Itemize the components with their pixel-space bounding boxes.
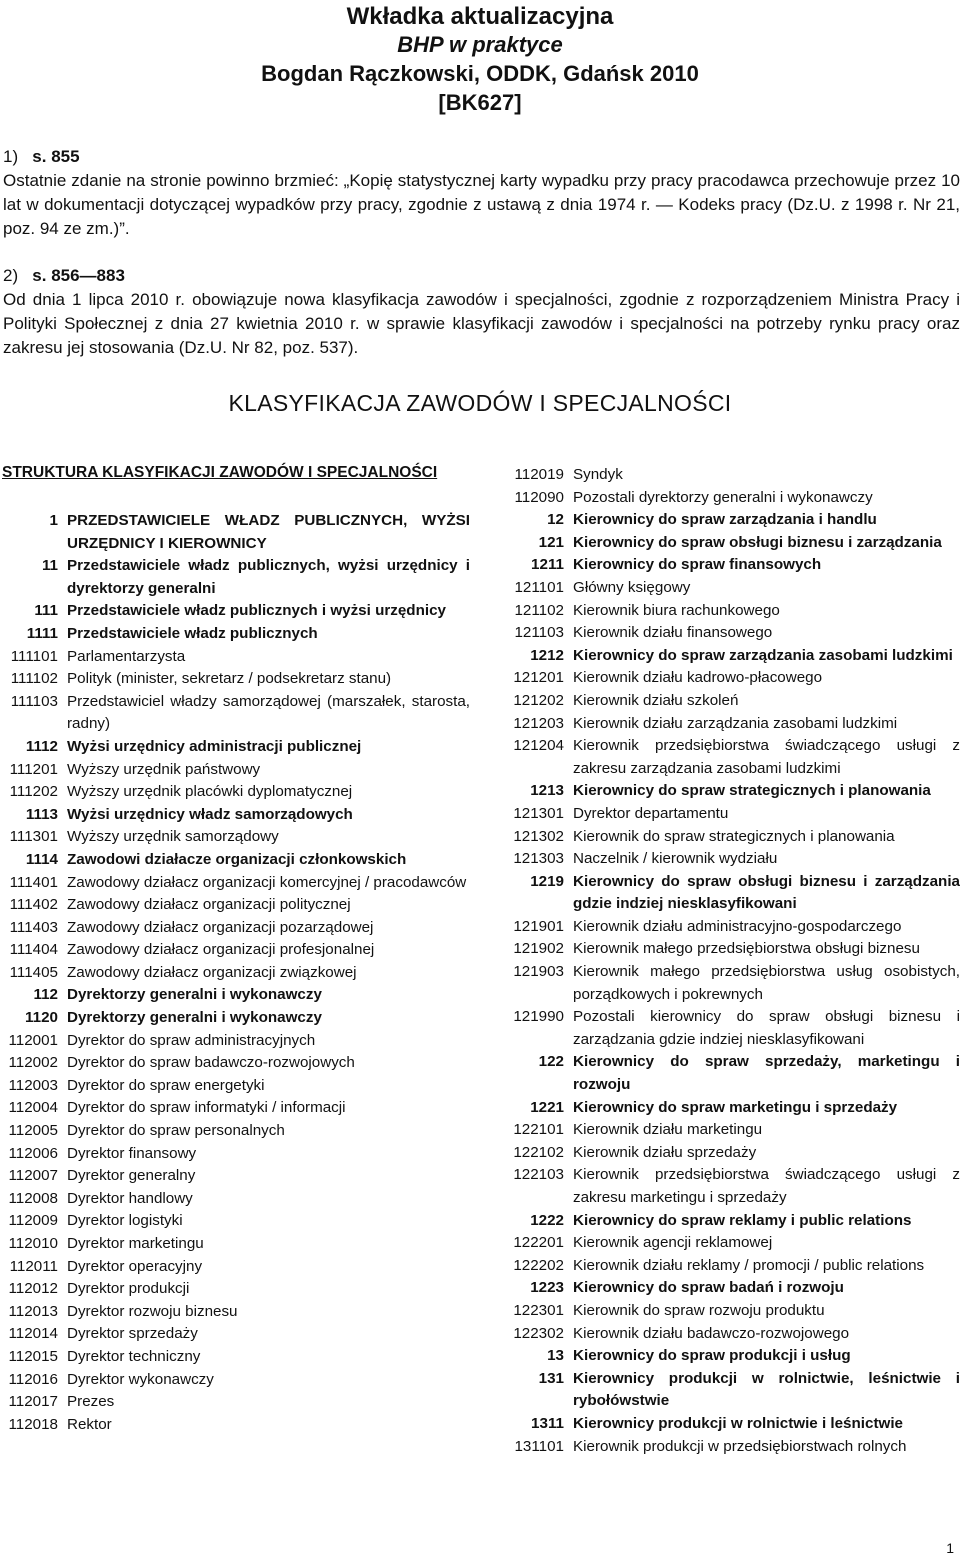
occupation-name: Kierownik działu sprzedaży: [573, 1143, 757, 1161]
list-item: [0, 691, 470, 736]
list-item: [505, 871, 960, 916]
occupation-name: Kierownik biura rachunkowego: [573, 601, 780, 619]
list-item: [0, 984, 470, 1007]
occupation-code: 121103: [514, 624, 564, 642]
occupation-code: 122: [538, 1053, 564, 1071]
occupation-code: 131: [538, 1369, 564, 1387]
occupation-name: Pozostali kierownicy do spraw obsługi biznesu i zarządzania gdzie indziej niesklasyfikowani: [573, 1008, 960, 1048]
occupation-code: 122202: [513, 1256, 564, 1274]
list-item: [0, 510, 470, 555]
list-item: [0, 1030, 470, 1053]
occupation-code: 112014: [8, 1325, 58, 1343]
occupation-code: 111201: [9, 760, 58, 778]
occupation-name: Kierownicy do spraw marketingu i sprzedaży: [573, 1098, 898, 1116]
occupation-name: Przedstawiciel władzy samorządowej (marszałek, starosta, radny): [67, 692, 470, 733]
list-item: [505, 1164, 960, 1209]
structure-heading: STRUKTURA KLASYFIKACJI ZAWODÓW I SPECJALNOŚCI: [2, 464, 438, 481]
occupation-code: 121101: [514, 578, 564, 596]
occupation-code: 112005: [8, 1122, 58, 1140]
occupation-code: 121903: [513, 963, 564, 981]
left-occupation-list: [0, 510, 470, 1436]
occupation-code: 1222: [530, 1211, 564, 1229]
occupation-code: 121202: [513, 691, 564, 709]
list-item: [505, 1119, 960, 1142]
list-item: [505, 1368, 960, 1413]
occupation-name: Kierownik działu marketingu: [573, 1121, 763, 1139]
occupation-name: Kierownik do spraw strategicznych i planowania: [573, 827, 895, 845]
occupation-code: 111301: [9, 828, 58, 846]
list-item: [505, 487, 960, 510]
list-item: [0, 781, 470, 804]
occupation-code: 1120: [25, 1009, 58, 1027]
list-item: [0, 1278, 470, 1301]
occupation-code: 112006: [8, 1144, 58, 1162]
occupation-name: Kierownik działu reklamy / promocji / public relations: [573, 1256, 925, 1274]
occupation-code: 121303: [513, 850, 564, 868]
occupation-code: 11: [41, 557, 58, 575]
occupation-code: 122201: [513, 1234, 564, 1252]
occupation-name: Dyrektor finansowy: [67, 1144, 197, 1162]
item-2: [3, 264, 960, 360]
occupation-name: Kierownik produkcji w przedsiębiorstwach rolnych: [573, 1437, 907, 1455]
occupation-name: Zawodowy działacz organizacji komercyjnej / pracodawców: [67, 873, 467, 891]
occupation-name: Dyrektor generalny: [67, 1167, 196, 1185]
occupation-name: Naczelnik / kierownik wydziału: [573, 850, 778, 868]
list-item: [0, 826, 470, 849]
occupation-name: Kierownicy do spraw zarządzania zasobami ludzkimi: [573, 646, 953, 664]
page-number: 1: [946, 1540, 954, 1556]
occupation-name: Kierownik małego przedsiębiorstwa usług osobistych, porządkowych i pokrewnych: [573, 963, 960, 1003]
list-item: [505, 667, 960, 690]
occupation-code: 121901: [513, 917, 564, 935]
occupation-code: 122302: [513, 1324, 564, 1342]
list-item: [505, 1051, 960, 1096]
occupation-name: Dyrektor rozwoju biznesu: [67, 1302, 238, 1320]
list-item: [505, 848, 960, 871]
list-item: [0, 1165, 470, 1188]
list-item: [0, 1256, 470, 1279]
list-item: [0, 1301, 470, 1324]
occupation-code: 1113: [25, 805, 58, 823]
list-item: [505, 622, 960, 645]
occupation-name: Kierownicy produkcji w rolnictwie i leśnictwie: [573, 1414, 903, 1432]
occupation-name: Kierownicy do spraw zarządzania i handlu: [573, 511, 877, 529]
occupation-code: 121301: [513, 804, 564, 822]
list-item: [0, 1097, 470, 1120]
list-item: [0, 849, 470, 872]
occupation-code: 121201: [513, 669, 564, 687]
list-item: [505, 713, 960, 736]
occupation-code: 112011: [9, 1257, 58, 1275]
occupation-name: Polityk (minister, sekretarz / podsekretarz stanu): [67, 670, 392, 688]
occupation-code: 111103: [10, 692, 58, 710]
occupation-name: Kierownicy do spraw reklamy i public relations: [573, 1211, 912, 1229]
list-item: [0, 668, 470, 691]
list-item: [0, 1414, 470, 1437]
occupation-code: 121203: [513, 714, 564, 732]
list-item: [0, 1075, 470, 1098]
occupation-name: Kierownik agencji reklamowej: [573, 1234, 773, 1252]
occupation-name: Dyrektor do spraw badawczo-rozwojowych: [67, 1054, 355, 1072]
occupation-name: Dyrektor do spraw personalnych: [67, 1122, 285, 1140]
occupation-name: Kierownik działu kadrowo-płacowego: [573, 669, 823, 687]
occupation-code: 111101: [10, 647, 58, 665]
occupation-code: 111102: [10, 670, 58, 688]
occupation-name: Pozostali dyrektorzy generalni i wykonawczy: [573, 488, 873, 506]
occupation-code: 1212: [530, 646, 564, 664]
occupation-name: Kierownicy do spraw obsługi biznesu i zarządzania: [573, 533, 942, 551]
occupation-name: Kierownik przedsiębiorstwa świadczącego usługi z zakresu zarządzania zasobami ludzkimi: [573, 737, 960, 777]
occupation-name: Kierownik działu finansowego: [573, 624, 773, 642]
list-item: [505, 1210, 960, 1233]
occupation-code: 1221: [530, 1098, 564, 1116]
occupation-code: 111202: [9, 783, 58, 801]
list-item: [0, 804, 470, 827]
list-item: [505, 1232, 960, 1255]
list-item: [0, 600, 470, 623]
list-item: [505, 1413, 960, 1436]
occupation-name: Dyrektor marketingu: [67, 1235, 204, 1252]
list-item: [0, 1120, 470, 1143]
occupation-name: Wyżsi urzędnicy administracji publicznej: [67, 737, 362, 755]
occupation-name: Przedstawiciele władz publicznych: [67, 624, 318, 642]
list-item: [0, 1210, 470, 1233]
occupation-code: 112008: [8, 1189, 58, 1207]
occupation-name: Kierownik małego przedsiębiorstwa obsługi biznesu: [573, 940, 920, 958]
occupation-code: 112012: [8, 1280, 58, 1298]
occupation-name: Parlamentarzysta: [67, 647, 186, 665]
list-item: [505, 826, 960, 849]
occupation-code: 121: [538, 533, 564, 551]
list-item: [0, 962, 470, 985]
occupation-code: 112: [33, 986, 58, 1004]
list-item: [0, 759, 470, 782]
header-code: [BK627]: [438, 90, 522, 115]
list-item: [0, 555, 470, 600]
list-item: [0, 872, 470, 895]
occupation-code: 111404: [9, 941, 58, 959]
occupation-code: 1112: [25, 737, 58, 755]
header-title: Wkładka aktualizacyjna: [346, 3, 614, 30]
occupation-name: Kierownik działu szkoleń: [573, 691, 739, 709]
list-item: [0, 1188, 470, 1211]
occupation-code: 112018: [8, 1415, 58, 1433]
occupation-code: 122103: [513, 1166, 564, 1184]
list-item: [505, 780, 960, 803]
occupation-code: 12: [547, 511, 564, 529]
occupation-name: Zawodowy działacz organizacji politycznej: [67, 896, 351, 914]
occupation-name: Dyrektor do spraw informatyki / informacji: [67, 1099, 346, 1117]
list-item: [505, 600, 960, 623]
occupation-name: Prezes: [67, 1393, 115, 1411]
list-item: [0, 917, 470, 940]
occupation-name: Kierownicy do spraw strategicznych i planowania: [573, 782, 931, 800]
occupation-name: Wyższy urzędnik samorządowy: [67, 828, 279, 846]
list-item: [505, 1255, 960, 1278]
occupation-code: 1311: [531, 1414, 564, 1432]
occupation-code: 1114: [25, 850, 58, 868]
list-item: [505, 803, 960, 826]
document-header: [0, 0, 960, 117]
item-2-number: 2): [3, 266, 19, 285]
occupation-name: Kierownik działu administracyjno-gospodarczego: [573, 917, 902, 935]
occupation-name: Wyższy urzędnik placówki dyplomatycznej: [67, 783, 353, 801]
occupation-code: 121990: [513, 1008, 564, 1026]
occupation-code: 121102: [514, 601, 564, 619]
occupation-code: 112017: [8, 1393, 58, 1411]
list-item: [505, 577, 960, 600]
list-item: [0, 1323, 470, 1346]
list-item: [0, 1143, 470, 1166]
occupation-name: Główny księgowy: [573, 578, 691, 596]
occupation-name: Zawodowi działacze organizacji członkowskich: [67, 850, 407, 868]
list-item: [0, 736, 470, 759]
occupation-code: 112013: [8, 1302, 58, 1320]
occupation-code: 121302: [513, 827, 564, 845]
list-item: [505, 509, 960, 532]
item-1-number: 1): [3, 147, 19, 166]
occupation-code: 111405: [9, 963, 58, 981]
list-item: [505, 938, 960, 961]
occupation-code: 112015: [8, 1347, 58, 1365]
occupation-name: Kierownicy do spraw sprzedaży, marketingu i rozwoju: [573, 1053, 960, 1094]
section-title: KLASYFIKACJA ZAWODÓW I SPECJALNOŚCI: [228, 390, 732, 416]
list-item: [505, 961, 960, 1006]
occupation-code: 112010: [8, 1235, 58, 1252]
list-item: [505, 554, 960, 577]
occupation-name: Kierownik przedsiębiorstwa świadczącego usługi z zakresu marketingu i sprzedaży: [573, 1166, 960, 1206]
occupation-name: Przedstawiciele władz publicznych, wyżsi urzędnicy i dyrektorzy generalni: [67, 557, 470, 597]
occupation-name: Dyrektor operacyjny: [67, 1257, 203, 1275]
item-1-text: Ostatnie zdanie na stronie powinno brzmieć: „Kopię statystycznej karty wypadku przy pracy pracodawca przechowuje przez 10 lat w dokumentacji dotyczącej wypadków przy pracy, zgodnie z ustawą z dnia 1974 r. — Kodeks pracy (Dz.U. z 1998 r. Nr 21, poz. 94 ze zm.)”.: [3, 171, 960, 238]
item-1-ref: s. 855: [32, 147, 80, 166]
occupation-code: 1111: [26, 624, 58, 642]
item-2-ref: s. 856—883: [32, 266, 125, 285]
occupation-code: 13: [547, 1347, 564, 1365]
list-item: [0, 1391, 470, 1414]
occupation-code: 1219: [530, 872, 564, 890]
list-item: [505, 464, 960, 487]
occupation-name: Dyrektor do spraw energetyki: [67, 1076, 265, 1094]
occupation-name: Kierownik działu zarządzania zasobami ludzkimi: [573, 714, 898, 732]
occupation-name: Dyrektor produkcji: [67, 1280, 190, 1298]
occupation-code: 111402: [9, 896, 58, 914]
item-1: [3, 145, 960, 241]
item-2-text: Od dnia 1 lipca 2010 r. obowiązuje nowa klasyfikacja zawodów i specjalności, zgodnie z rozporządzeniem Ministra Pracy i Polityki Społecznej z dnia 27 kwietnia 2010 r. w sprawie klasyfikacji zawodów i specjalności na potrzeby rynku pracy oraz zakresu jej stosowania (Dz.U. Nr 82, poz. 537).: [3, 290, 960, 357]
occupation-name: Dyrektor logistyki: [67, 1212, 183, 1230]
occupation-name: Kierownik działu badawczo-rozwojowego: [573, 1324, 850, 1342]
occupation-name: Wyższy urzędnik państwowy: [67, 760, 261, 778]
header-author: Bogdan Rączkowski, ODDK, Gdańsk 2010: [261, 61, 699, 86]
occupation-code: 121902: [513, 940, 564, 958]
occupation-code: 131101: [514, 1437, 564, 1455]
occupation-code: 1213: [530, 782, 564, 800]
list-item: [505, 916, 960, 939]
occupation-name: Syndyk: [573, 466, 623, 483]
header-subtitle: BHP w praktyce: [397, 32, 563, 57]
list-item: [505, 1345, 960, 1368]
occupation-code: 1: [49, 512, 58, 529]
occupation-name: Dyrektor departamentu: [573, 804, 729, 822]
occupation-name: Zawodowy działacz organizacji profesjonalnej: [67, 941, 375, 959]
occupation-name: Kierownicy do spraw badań i rozwoju: [573, 1279, 844, 1297]
list-item: [505, 645, 960, 668]
occupation-code: 1223: [530, 1279, 564, 1297]
list-item: [0, 623, 470, 646]
occupation-code: 1211: [531, 556, 564, 574]
occupation-code: 112003: [8, 1076, 58, 1094]
occupation-code: 112007: [8, 1167, 58, 1185]
occupation-code: 112001: [8, 1031, 58, 1049]
right-occupation-list: [505, 464, 960, 1458]
list-item: [505, 1300, 960, 1323]
list-item: [505, 532, 960, 555]
occupation-name: Dyrektor do spraw administracyjnych: [67, 1031, 316, 1049]
list-item: [505, 1323, 960, 1346]
occupation-code: 111: [34, 602, 58, 620]
list-item: [0, 939, 470, 962]
occupation-code: 112002: [8, 1054, 58, 1072]
occupation-name: Kierownicy do spraw produkcji i usług: [573, 1347, 851, 1365]
occupation-code: 122101: [513, 1121, 564, 1139]
occupation-name: Kierownicy do spraw obsługi biznesu i zarządzania gdzie indziej niesklasyfikowani: [573, 872, 960, 913]
occupation-name: Kierownicy produkcji w rolnictwie, leśnictwie i rybołówstwie: [573, 1369, 960, 1410]
list-item: [505, 1006, 960, 1051]
occupation-name: Dyrektor handlowy: [67, 1189, 193, 1207]
occupation-name: Przedstawiciele władz publicznych i wyżsi urzędnicy: [67, 602, 446, 620]
occupation-code: 112090: [514, 488, 564, 506]
occupation-code: 112004: [8, 1099, 58, 1117]
list-item: [0, 1052, 470, 1075]
occupation-name: Kierownicy do spraw finansowych: [573, 556, 822, 574]
list-item: [505, 1142, 960, 1165]
list-item: [0, 1346, 470, 1369]
occupation-name: Wyżsi urzędnicy władz samorządowych: [67, 805, 353, 823]
list-item: [505, 1277, 960, 1300]
occupation-name: Dyrektorzy generalni i wykonawczy: [67, 1009, 322, 1027]
occupation-code: 122301: [513, 1301, 564, 1319]
occupation-code: 122102: [513, 1143, 564, 1161]
list-item: [505, 735, 960, 780]
occupation-name: Dyrektor sprzedaży: [67, 1325, 198, 1343]
list-item: [0, 1369, 470, 1392]
occupation-name: Zawodowy działacz organizacji związkowej: [67, 963, 357, 981]
list-item: [0, 646, 470, 669]
occupation-name: PRZEDSTAWICIELE WŁADZ PUBLICZNYCH, WYŻSI URZĘDNICY I KIEROWNICY: [67, 512, 470, 552]
occupation-name: Zawodowy działacz organizacji pozarządowej: [67, 918, 374, 936]
occupation-name: Dyrektorzy generalni i wykonawczy: [67, 986, 322, 1004]
occupation-code: 121204: [513, 737, 564, 755]
list-item: [0, 894, 470, 917]
list-item: [505, 690, 960, 713]
occupation-name: Dyrektor techniczny: [67, 1347, 201, 1365]
occupation-code: 112019: [514, 466, 564, 483]
occupation-name: Rektor: [67, 1415, 112, 1433]
occupation-name: Kierownik do spraw rozwoju produktu: [573, 1301, 825, 1319]
list-item: [0, 1007, 470, 1030]
occupation-code: 111403: [9, 918, 58, 936]
occupation-code: 112016: [8, 1370, 58, 1388]
list-item: [505, 1436, 960, 1459]
list-item: [505, 1097, 960, 1120]
occupation-code: 111401: [9, 873, 58, 891]
occupation-code: 112009: [8, 1212, 58, 1230]
list-item: [0, 1233, 470, 1256]
occupation-name: Dyrektor wykonawczy: [67, 1370, 214, 1388]
